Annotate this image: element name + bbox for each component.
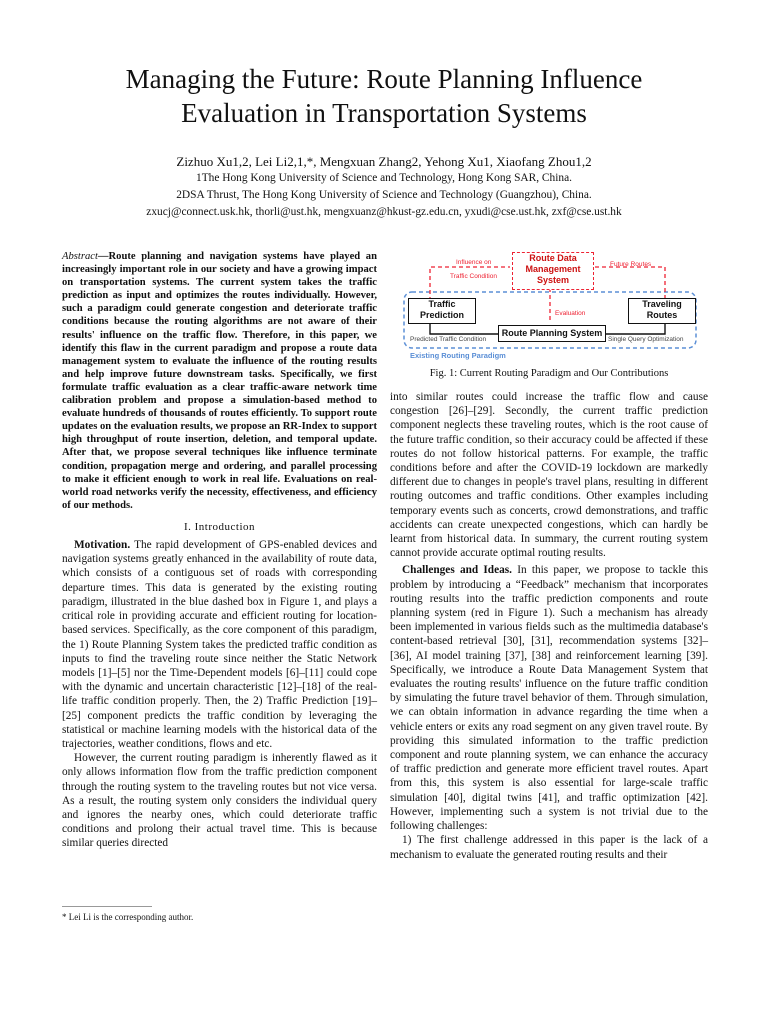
future-routes-label: Future Routes [610,261,652,268]
rdms-box: Route Data Management System [512,252,594,290]
flow-arrow-left [430,324,498,334]
existing-paradigm-label: Existing Routing Paradigm [410,351,506,360]
author-emails: zxucj@connect.usk.hk, thorli@ust.hk, mengxuanz@hkust-gz.edu.cn, yxudi@cse.ust.hk, zxf@cse.ust.hk [146,206,622,218]
rps-box: Route Planning System [498,325,606,342]
influence-on-label: Influence on [456,259,492,266]
challenge-1-paragraph: 1) The first challenge addressed in this paper is the lack of a mechanism to evaluate the generated routing results and their [390,834,708,861]
motivation-paragraph [62,538,377,751]
challenges-heading: Challenges and Ideas. [402,564,512,577]
author-list: Zizhuo Xu1,2, Lei Li2,1,*, Mengxuan Zhang2, Yehong Xu1, Xiaofang Zhou1,2 [176,154,592,169]
right-column [390,390,708,862]
traffic-prediction-box: Traffic Prediction [408,298,476,324]
abstract-lead: Abstract [62,251,98,262]
paragraph-2: However, the current routing paradigm is inherently flawed as it only allows information flow from the traffic prediction component through the routing system to the traveling routes but not vice versa. As a result, the routing system only considers the individual query and ignores the nearby ones, which could deteriorate traffic conditions and prolong their actual travel time. This is because similar queries directed [62,752,377,850]
paper-title [0,62,768,130]
affiliation-2: 2DSA Thrust, The Hong Kong University of Science and Technology (Guangzhou), China. [176,189,592,201]
single-query-label: Single Query Optimization [608,336,684,343]
predicted-tc-label: Predicted Traffic Condition [410,336,487,343]
right-paragraph-1: into similar routes could increase the traffic flow and cause congestion [26]–[29]. Secondly, the current traffic prediction component neglects these traveling routes, which is the root cause of the future traffic condition, so their accuracy could be affected if these routes do not follow historical patterns. For example, the traffic conditions before and after the COVID-19 lockdown are markedly different due to changes in people's travel plans, resulting in different routing outcomes and traffic conditions. Other examples including temporary events such as concerts, crowd demonstrations, and traffic accidents can create unexpected congestions, which can hardly be learnt from historical data. In summary, the current routing system cannot provide accurate optimal routing results. [390,391,708,560]
challenges-paragraph [390,563,708,833]
left-column [62,250,377,851]
challenges-text: In this paper, we propose to tackle this problem by introducing a “Feedback” mechanism that incorporates routing results into the traffic prediction components and route planning system (red in Figure 1). Such a mechanism has already been implemented in various fields such as the multimedia database's content-based retrieval [30], [31], recommendation systems [32]–[36], AI model training [37], [38] and reinforcement learning [39]. Specifically, we introduce a Route Data Management System that evaluates the routing results' influence on the future traffic condition by simulating the future travel behavior of them. Through simulation, we can obtain information in advance regarding the time when a vehicle enters or exits any road segment on any given travel route. By providing this simulated information to the traffic prediction component and route planning system, we can enhance the accuracy of traffic prediction and generate more efficient travel routes. Apart from this, this system is also essential for large-scale traffic simulation [40], digital twins [41], and traffic optimization [42]. However, implementing such a system is not trivial due to the following challenges: [390,564,708,833]
abstract-body: —Route planning and navigation systems have played an increasingly important role in our society and have a growing impact on transportation systems. The current system takes the traffic prediction as input and optimizes the routes individually. However, such a paradigm could generate congestion and deteriorate traffic conditions because the routing algorithms are not aware of their results' influence on the traffic flow. Therefore, in this paper, we identify this flaw in the current paradigm and propose a route data management system to evaluate the influence of the routing results and help improve future downstream tasks. Specifically, we first formulate traffic evaluation as a clear traffic-aware network time calibration problem and propose a simulation-based method to evaluate hundreds of thousands of routes efficiently. To support route updates on the evaluation results, we propose an RR-Index to support high throughput of route insertion, deletion, and temporal update. After that, we propose several techniques like influence terminate condition, propagation merge and ordering, and parallel processing to make it efficient enough to work in real life. Evaluations on real-world road networks verify the necessity, effectiveness, and efficiency of our methods. [62,251,377,511]
title-line-1: Managing the Future: Route Planning Influence [125,64,643,94]
affiliation-1: 1The Hong Kong University of Science and Technology, Hong Kong SAR, China. [196,172,572,184]
figure-caption: Fig. 1: Current Routing Paradigm and Our Contributions [429,368,669,379]
footnote: * Lei Li is the corresponding author. [62,912,194,922]
traveling-routes-box: Traveling Routes [628,298,696,324]
traffic-condition-label: Traffic Condition [450,273,497,280]
flow-arrow-right [605,324,665,334]
figure-1 [400,250,700,362]
motivation-heading: Motivation. [74,539,131,552]
abstract [62,250,377,512]
footnote-rule [62,906,152,907]
section-heading-introduction: I. Introduction [183,520,256,533]
title-line-2: Evaluation in Transportation Systems [181,98,587,128]
motivation-text: The rapid development of GPS-enabled devices and navigation systems greatly enhanced in the availability of route data, which consists of a contiguous set of roads with corresponding departure times. This data is generated by the existing routing paradigm, illustrated in the blue dashed box in Figure 1, and plays a critical role in providing accurate and efficient routing for location-based services. Specifically, as the core component of this paradigm, the 1) Route Planning System takes the predicted traffic condition as inputs to find the traveling route since neither the Static Network models [1]–[5] nor the Time-Dependent models [6]–[11] could cope with the dynamic and uncertain characteristic [12]–[18] of the real-life traffic condition properly. Then, the 2) Traffic Prediction [19]–[25] component predicts the traffic condition by leveraging the statistical or machine learning models with the historical data of the trajectories, weather conditions, flows and etc. [62,539,377,750]
evaluation-label: Evaluation [555,310,586,317]
feedback-arrow-right [595,267,665,302]
